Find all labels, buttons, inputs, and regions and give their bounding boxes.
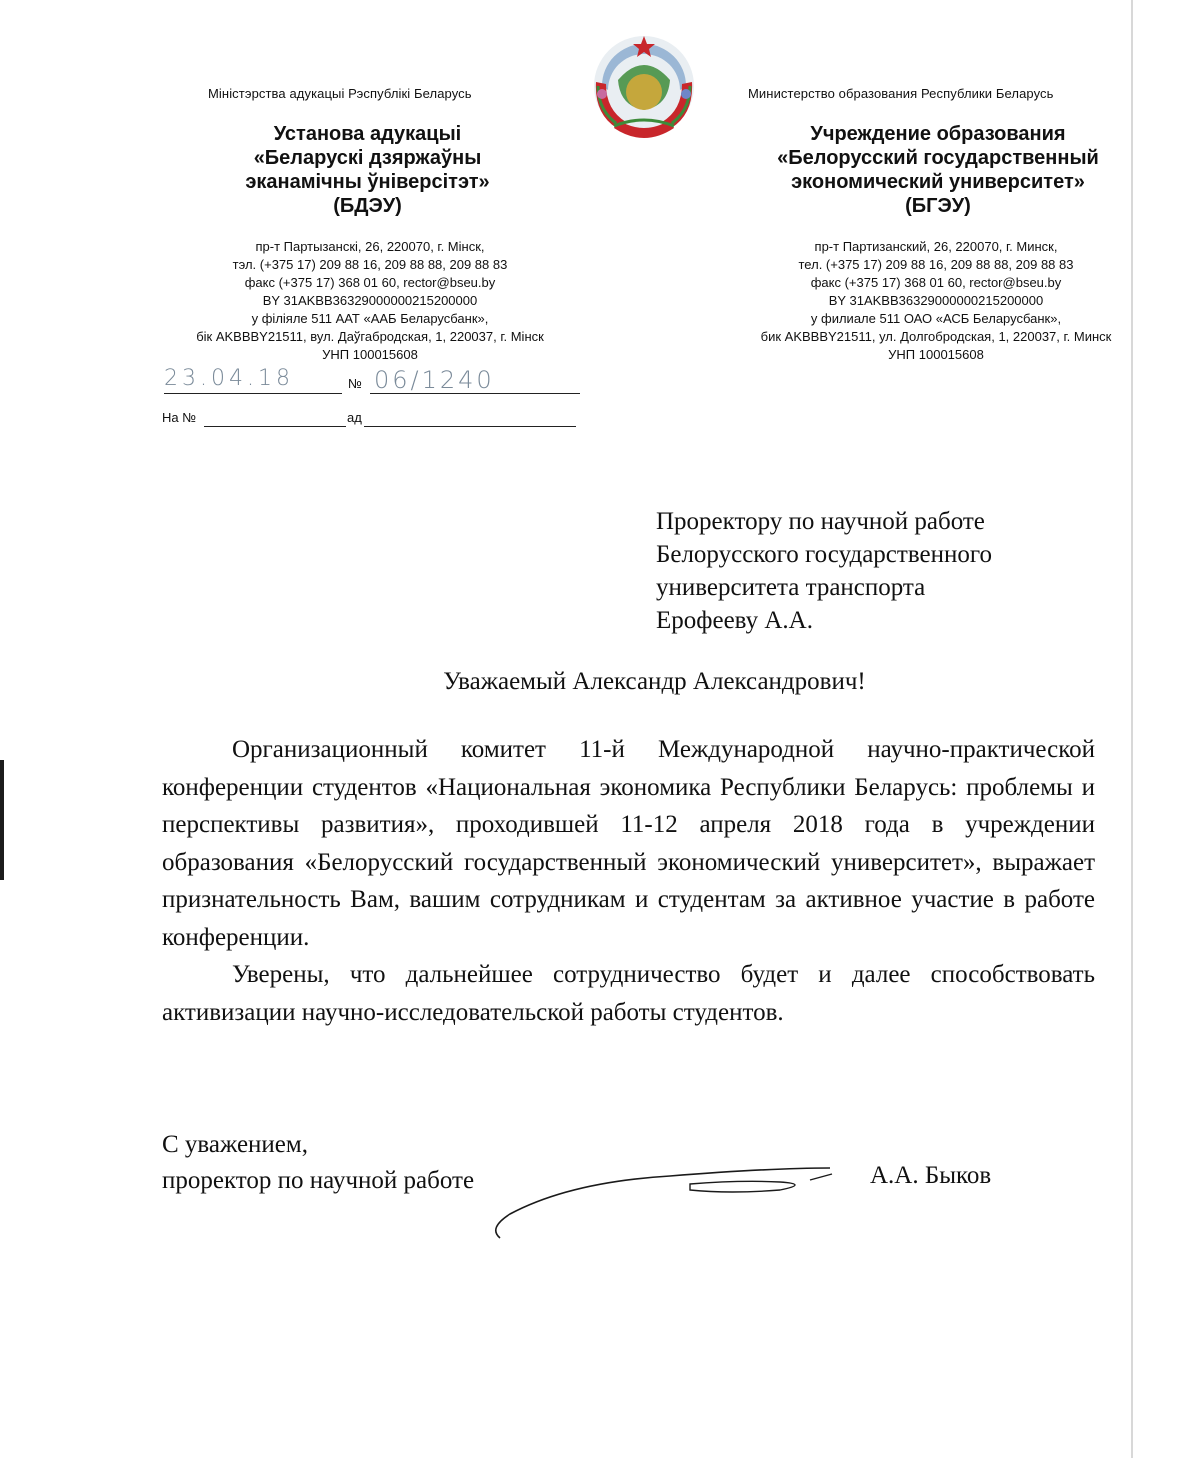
org-name-ru: Учреждение образования «Белорусский государственный экономический университет» (БГЭУ)	[777, 123, 1099, 217]
registration-number-label: №	[348, 376, 362, 391]
closing-salutation: С уважением,	[162, 1131, 308, 1158]
addressee: Проректору по научной работе Белорусского государственного университета транспорта Ерофееву А.А.	[656, 508, 992, 634]
address-by: пр-т Партызанскі, 26, 220070, г. Мінск, тэл. (+375 17) 209 88 16, 209 88 88, 209 88 83 факс (+375 17) 368 01 60, rector@bseu.by BY 31AKBB36329000000215200000 у філіяле 511 ААТ «ААБ Беларусбанк», бік AKBBBY21511, вул. Даўгабродская, 1, 220037, г. Мінск УНП 100015608	[196, 239, 544, 362]
on-no-blank	[204, 426, 346, 427]
registration-line	[162, 366, 576, 396]
closing	[162, 1127, 474, 1199]
from-label: ад	[347, 410, 362, 425]
body-paragraph: Уверены, что дальнейшее сотрудничество будет и далее способствовать активизации научно-исследовательской работы студентов.	[162, 961, 1095, 1026]
from-blank	[364, 426, 576, 427]
org-name-by: Установа адукацыі «Беларускі дзяржаўны эканамічны ўніверсітэт» (БДЭУ)	[245, 123, 490, 217]
letter-body	[162, 731, 1095, 1031]
ministry-name-ru: Министерство образования Республики Беларусь	[748, 86, 1054, 101]
body-paragraph: Организационный комитет 11-й Международной научно-практической конференции студентов «Национальная экономика Республики Беларусь: проблемы и перспективы развития», проходившей 11-12 апреля 2018 года в учреждении образования «Белорусский государственный экономический университет», выражает признательность Вам, вашим сотрудникам и студентам за активное участие в работе конференции.	[162, 736, 1095, 951]
state-emblem-icon	[584, 30, 704, 146]
on-no-label: На №	[162, 410, 197, 425]
scan-edge-shadow	[0, 760, 4, 880]
scan-edge-line	[1131, 0, 1133, 1458]
registration-date: 23.04.18	[164, 366, 342, 394]
signer-name: А.А. Быков	[870, 1162, 992, 1189]
signer-position: проректор по научной работе	[162, 1167, 475, 1194]
greeting: Уважаемый Александр Александрович!	[443, 668, 866, 695]
ministry-name-by: Міністэрства адукацыі Рэспублікі Беларусь	[208, 86, 472, 101]
reference-line	[162, 410, 576, 430]
address-ru: пр-т Партизанский, 26, 220070, г. Минск, тел. (+375 17) 209 88 16, 209 88 88, 209 88 83 факс (+375 17) 368 01 60, rector@bseu.by BY 31AKBB36329000000215200000 у филиале 511 ОАО «АСБ Беларусбанк», бик AKBBBY21511, ул. Долгобродская, 1, 220037, г. Минск УНП 100015608	[760, 239, 1112, 362]
registration-number: 06/1240	[370, 366, 580, 394]
handwritten-signature	[480, 1150, 860, 1250]
